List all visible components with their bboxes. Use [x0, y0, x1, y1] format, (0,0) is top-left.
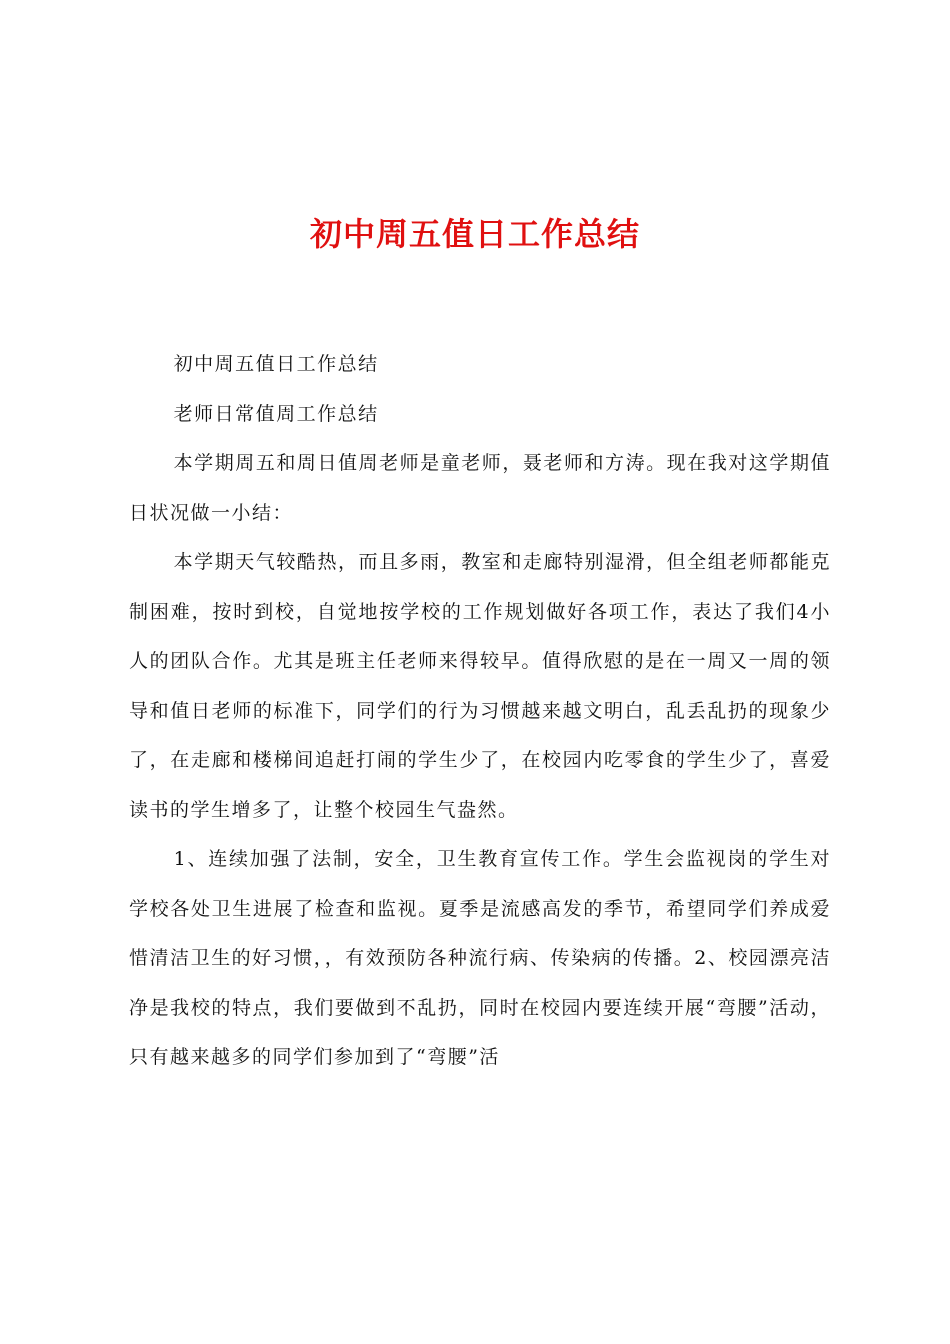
document-title: 初中周五值日工作总结	[309, 215, 640, 253]
paragraph-intro: 本学期周五和周日值周老师是童老师，聂老师和方涛。现在我对这学期值日状况做一小结：	[129, 452, 831, 524]
document-body	[129, 340, 831, 1083]
paragraph-heading: 老师日常值周工作总结	[173, 402, 379, 425]
paragraph-items: 1、连续加强了法制，安全，卫生教育宣传工作。学生会监视岗的学生对学校各处卫生进展了检查和监视。夏季是流感高发的季节，希望同学们养成爱惜清洁卫生的好习惯，，有效预防各种流行病、传染病的传播。2、校园漂亮洁净是我校的特点，我们要做到不乱扔，同时在校园内要连续开展“弯腰”活动，只有越来越多的同学们参加到了“弯腰”活	[129, 848, 831, 1068]
paragraph-subtitle: 初中周五值日工作总结	[173, 353, 379, 375]
paragraph-summary: 本学期天气较酷热，而且多雨，教室和走廊特别湿滑，但全组老师都能克制困难，按时到校，自觉地按学校的工作规划做好各项工作，表达了我们4小人的团队合作。尤其是班主任老师来得较早。值得欣慰的是在一周又一周的领导和值日老师的标准下，同学们的行为习惯越来越文明白，乱丢乱扔的现象少了，在走廊和楼梯间追赶打闹的学生少了，在校园内吃零食的学生少了，喜爱读书的学生增多了，让整个校园生气盎然。	[129, 551, 831, 821]
